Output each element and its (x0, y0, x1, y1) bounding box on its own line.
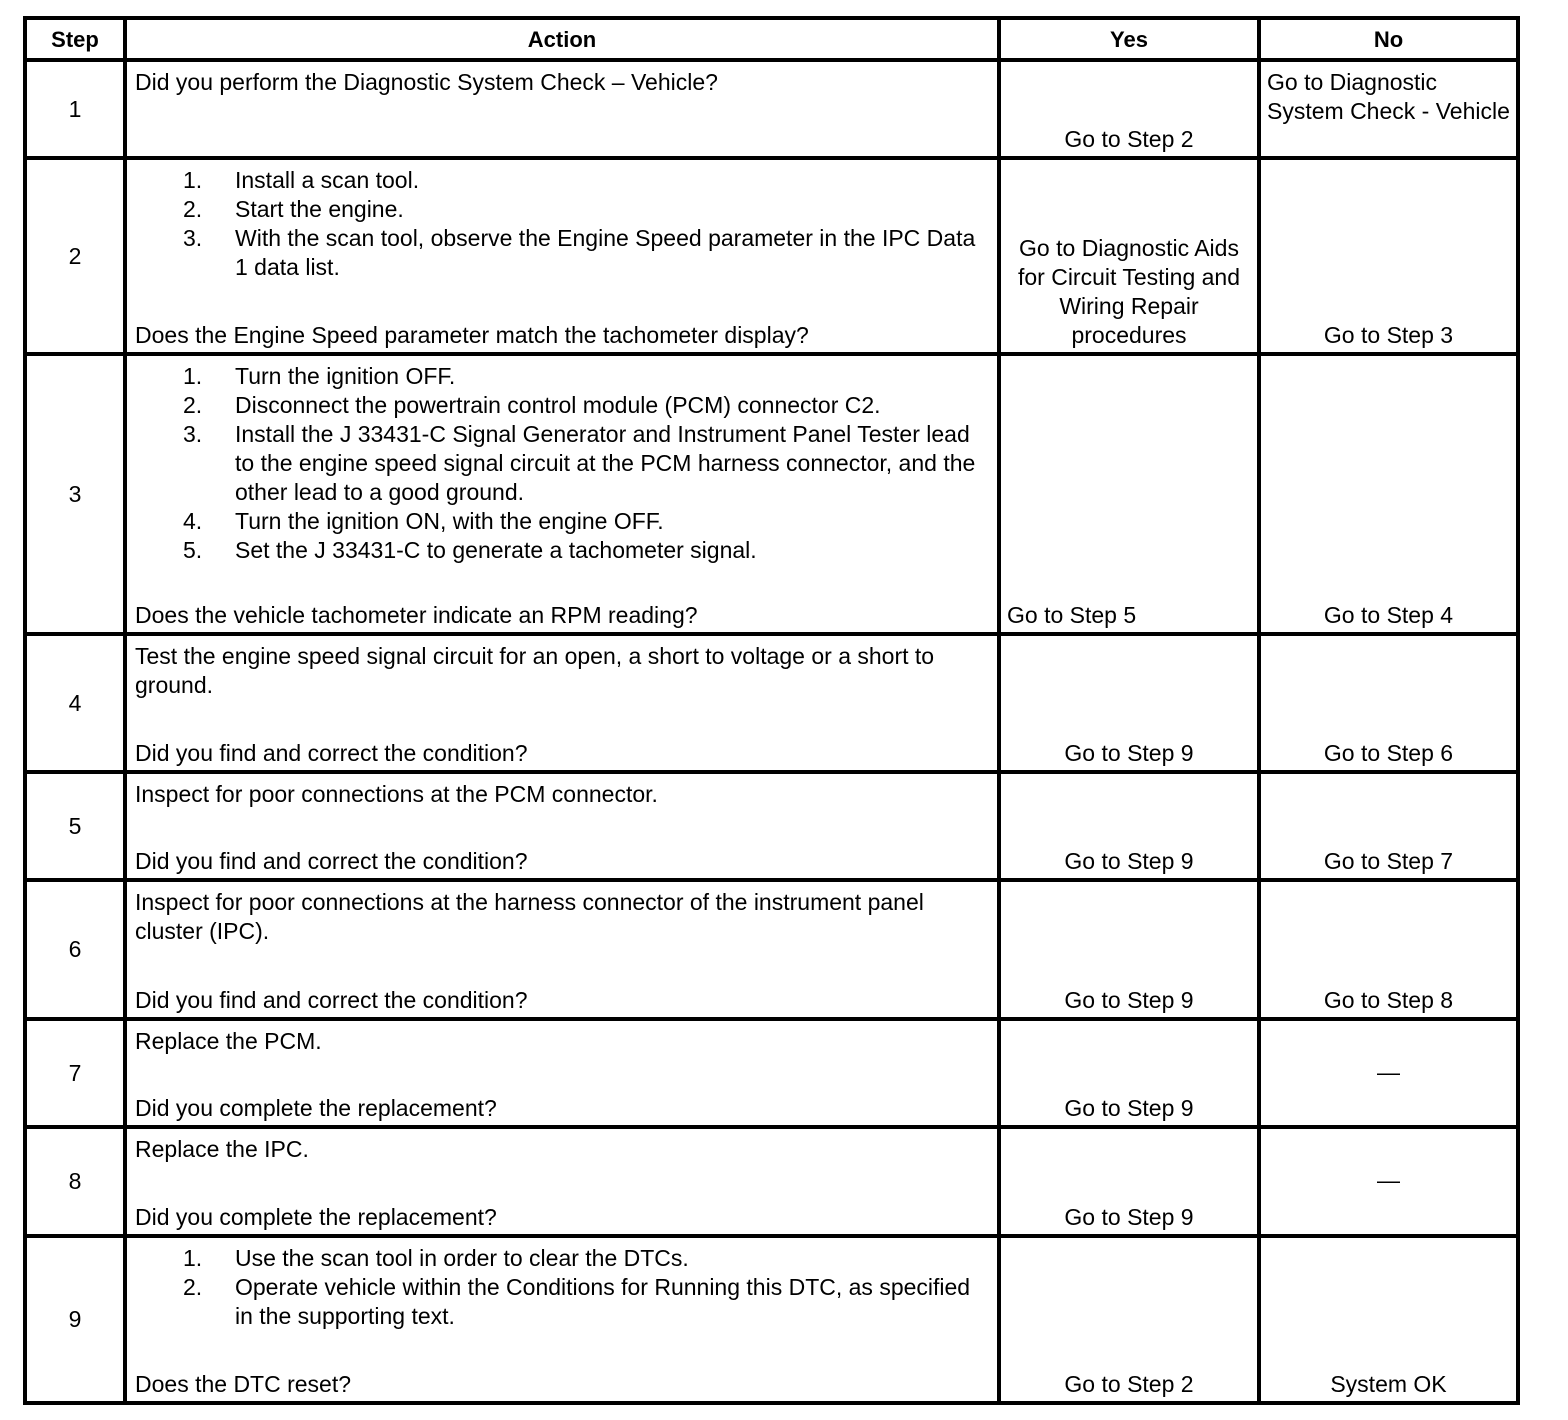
action-step-text: Operate vehicle within the Conditions for Running this DTC, as specified in the supporting text. (235, 1274, 971, 1329)
action-step-item (183, 507, 989, 536)
no-result: Go to Step 4 (1323, 602, 1454, 628)
action-question: Did you find and correct the condition? (135, 848, 528, 874)
action-step-number: 1. (183, 363, 203, 389)
action-question: Did you complete the replacement? (135, 1204, 497, 1230)
action-step-text: Start the engine. (235, 196, 404, 222)
action-cell (127, 1238, 997, 1401)
action-text: Did you perform the Diagnostic System Check – Vehicle? (135, 69, 718, 95)
action-text: Inspect for poor connections at the harness connector of the instrument panel cluster (IPC). (135, 889, 924, 944)
action-steps-list (135, 166, 989, 282)
yes-result: Go to Step 5 (1007, 602, 1137, 628)
action-step-item (183, 1273, 989, 1331)
action-step-item (183, 195, 989, 224)
action-question: Did you find and correct the condition? (135, 740, 528, 766)
no-result: — (1377, 1058, 1400, 1085)
yes-result: Go to Step 9 (1064, 1204, 1194, 1230)
action-step-number: 5. (183, 537, 203, 563)
action-steps-list (135, 1244, 989, 1331)
no-result: Go to Step 6 (1323, 740, 1454, 766)
header-no: No (1373, 26, 1404, 52)
no-result: Go to Step 3 (1323, 322, 1454, 348)
action-question: Does the DTC reset? (135, 1371, 352, 1397)
no-result: Go to Step 8 (1323, 987, 1454, 1013)
action-cell (127, 1021, 997, 1125)
action-step-text: Install the J 33431-C Signal Generator and Instrument Panel Tester lead to the engine speed signal circuit at the PCM harness connector, and the other lead to a good ground. (235, 421, 976, 505)
action-step-number: 3. (183, 225, 203, 251)
action-step-item (183, 391, 989, 420)
action-text: Replace the PCM. (135, 1028, 322, 1054)
action-step-number: 2. (183, 196, 203, 222)
action-cell (127, 1129, 997, 1234)
step-number: 5 (68, 812, 82, 839)
step-number: 7 (68, 1059, 82, 1086)
step-number: 9 (68, 1306, 82, 1332)
action-step-item (183, 420, 989, 507)
action-step-item (183, 166, 989, 195)
action-step-text: Turn the ignition ON, with the engine OFF. (235, 508, 664, 534)
action-step-item (183, 362, 989, 391)
no-result: Go to Step 7 (1323, 848, 1454, 874)
yes-result: Go to Step 2 (1064, 1371, 1194, 1397)
action-text: Inspect for poor connections at the PCM connector. (135, 781, 658, 807)
action-text: Replace the IPC. (135, 1136, 309, 1162)
action-step-number: 1. (183, 1245, 203, 1271)
yes-result: Go to Step 9 (1064, 740, 1194, 766)
step-number: 2 (68, 242, 82, 269)
action-step-number: 4. (183, 508, 203, 534)
step-number: 4 (68, 689, 82, 716)
no-result: System OK (1330, 1371, 1447, 1397)
action-step-item (183, 1244, 989, 1273)
yes-result: Go to Diagnostic Aids for Circuit Testing and Wiring Repair procedures (1017, 235, 1240, 348)
action-question: Did you complete the replacement? (135, 1095, 497, 1121)
no-result: — (1377, 1167, 1400, 1193)
no-result: Go to Diagnostic System Check - Vehicle (1267, 69, 1510, 124)
action-cell (127, 62, 997, 156)
action-step-text: Install a scan tool. (235, 167, 420, 193)
action-step-number: 1. (183, 167, 203, 193)
action-step-number: 2. (183, 1274, 203, 1300)
step-number: 6 (68, 936, 82, 962)
action-step-text: Disconnect the powertrain control module (PCM) connector C2. (235, 392, 881, 418)
action-step-text: Use the scan tool in order to clear the DTCs. (235, 1245, 689, 1271)
header-action: Action (527, 26, 597, 52)
action-step-item (183, 224, 989, 282)
action-step-item (183, 536, 989, 565)
yes-result: Go to Step 2 (1064, 126, 1194, 152)
action-question: Does the Engine Speed parameter match the tachometer display? (135, 322, 809, 348)
action-question: Does the vehicle tachometer indicate an RPM reading? (135, 602, 698, 628)
action-step-number: 2. (183, 392, 203, 418)
action-cell (127, 160, 997, 352)
step-number: 8 (68, 1168, 82, 1194)
action-steps-list (135, 362, 989, 565)
action-step-number: 3. (183, 421, 203, 447)
action-cell (127, 636, 997, 770)
yes-result: Go to Step 9 (1064, 987, 1194, 1013)
action-step-text: Set the J 33431-C to generate a tachometer signal. (235, 537, 757, 563)
step-number: 3 (68, 480, 82, 507)
action-text: Test the engine speed signal circuit for an open, a short to voltage or a short to ground. (135, 643, 935, 698)
action-cell (127, 356, 997, 632)
yes-result: Go to Step 9 (1064, 1095, 1194, 1121)
action-step-text: With the scan tool, observe the Engine Speed parameter in the IPC Data 1 data list. (235, 225, 976, 280)
action-question: Did you find and correct the condition? (135, 987, 528, 1013)
step-number: 1 (68, 95, 82, 122)
action-cell (127, 882, 997, 1017)
yes-result: Go to Step 9 (1064, 848, 1194, 874)
action-cell (127, 774, 997, 878)
header-step: Step (51, 26, 99, 52)
action-step-text: Turn the ignition OFF. (235, 363, 456, 389)
header-yes: Yes (1110, 26, 1148, 52)
